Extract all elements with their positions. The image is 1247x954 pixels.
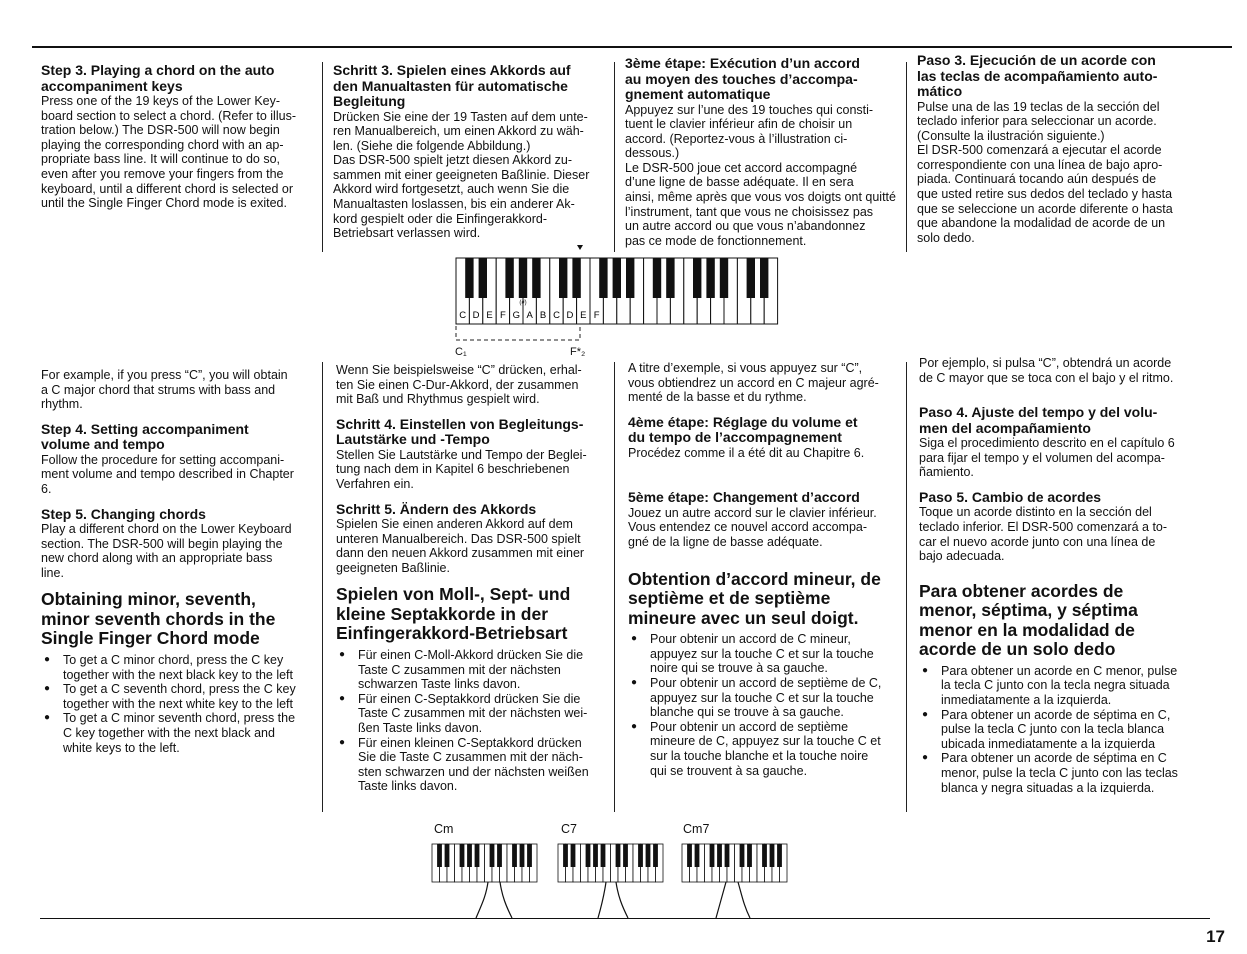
black-key xyxy=(777,844,782,867)
column-divider xyxy=(906,362,907,812)
list-item: ● Para obtener un acorde en C menor, pulse la tecla C junto con la tecla negra situada inmediatamente a la izquierda. xyxy=(919,664,1209,708)
white-key-label: A xyxy=(526,310,533,321)
white-key-label: B xyxy=(539,310,547,321)
column-de-bottom xyxy=(336,363,614,794)
column-fr-bottom xyxy=(628,361,906,778)
column-divider xyxy=(906,62,907,252)
black-key xyxy=(467,844,472,867)
black-key xyxy=(646,844,651,867)
bullet-list-es xyxy=(919,664,1209,795)
black-key xyxy=(760,258,768,298)
black-key xyxy=(653,844,658,867)
black-key xyxy=(653,258,661,298)
list-item: ● Para obtener un acorde de séptima en C menor, pulse la tecla C junto con las teclas blanca y negra situadas a la izquierda. xyxy=(919,751,1209,795)
step5-heading-de: Schritt 5. Ändern des Akkords xyxy=(336,500,537,517)
column-es-top xyxy=(917,53,1207,245)
black-key xyxy=(638,844,643,867)
hand-icon xyxy=(598,882,628,918)
bullet-list-en xyxy=(41,653,323,755)
black-key xyxy=(720,258,728,298)
white-key-label: G xyxy=(512,310,520,321)
black-key xyxy=(512,844,517,867)
black-key xyxy=(571,844,576,867)
step3-text-fr: Appuyez sur l’une des 19 touches qui consti- tuent le clavier inférieur afin de choisir un accord. (Reportez-vous à l’illustration ci- dessous.) Le DSR-500 joue cet accord accompagné d’une ligne de basse adéquate. Il en sera ainsi, même après que vous vos doigts ont quitté l’instrument, tant que vous ne choisissez pas un autre accord ou que vous n’abandonnez pas ce mode de fonctionnement. xyxy=(625,102,896,248)
black-key xyxy=(519,258,527,298)
section-heading-es: Para obtener acordes de menor, séptima, y séptima menor en la modalidad de acorde de un solo dedo xyxy=(919,580,1138,660)
chord-label-cm7: Cm7 xyxy=(683,822,710,836)
white-key-label: C xyxy=(459,310,467,321)
top-rule xyxy=(32,46,1232,48)
bullet-list-fr xyxy=(628,632,906,778)
black-key xyxy=(475,844,480,867)
list-item: ● Für einen C-Moll-Akkord drücken Sie die Taste C zusammen mit der nächsten schwarzen Taste links davon. xyxy=(336,648,614,692)
black-key xyxy=(460,844,465,867)
step3-heading-de: Schritt 3. Spielen eines Akkords auf den Manualtasten für automatische Begleitung xyxy=(333,62,571,109)
step5-text-fr: Jouez un autre accord sur le clavier inférieur. Vous entendez ce nouvel accord accompa- gné de la ligne de basse adéquate. xyxy=(628,505,877,550)
section-heading-en: Obtaining minor, seventh, minor seventh chords in the Single Finger Chord mode xyxy=(41,589,276,649)
black-key xyxy=(520,844,525,867)
step4-text-de: Stellen Sie Lautstärke und Tempo der Beglei- tung nach dem in Kapitel 6 beschriebenen Verfahren ein. xyxy=(336,447,587,491)
white-key-label: D xyxy=(566,310,574,321)
column-divider xyxy=(322,62,323,252)
white-key-label: C xyxy=(553,310,560,321)
hand-icon xyxy=(476,882,512,918)
black-key xyxy=(445,844,450,867)
chord-label-cm: Cm xyxy=(434,822,454,836)
hand-icon xyxy=(716,882,750,918)
list-item: ● Pour obtenir un accord de septième mineure de C, appuyez sur la touche C et sur la touche blanche et la touche noire qui se trouvent à sa gauche. xyxy=(628,720,906,778)
step3-text-en: Press one of the 19 keys of the Lower Key- board section to select a chord. (Refer to illus- tration below.) The DSR-500 will now begin playing the corresponding chord with an ap- propriate bass line. It will continue to do so, even after you remove your fingers from the keyboard, until a different chord is selected or until the Single Finger Chord mode is exited. xyxy=(41,94,296,211)
step5-text-en: Play a different chord on the Lower Keyboard section. The DSR-500 will begin playing the new chord along with an appropriate bass line. xyxy=(41,522,292,580)
black-key xyxy=(706,258,714,298)
chord-illustration-cm7 xyxy=(680,838,792,920)
list-item: ● To get a C minor chord, press the C key together with the next black key to the left xyxy=(41,653,323,682)
step5-heading-es: Paso 5. Cambio de acordes xyxy=(919,488,1102,505)
pointer-arrow xyxy=(577,245,583,250)
black-key xyxy=(599,258,607,298)
step3-heading-es: Paso 3. Ejecución de un acorde con las teclas de acompañamiento auto- mático xyxy=(917,52,1158,99)
list-item: ● To get a C minor seventh chord, press the C key together with the next black and white keys to the left. xyxy=(41,711,323,755)
black-key xyxy=(490,844,495,867)
column-en-bottom xyxy=(41,368,323,755)
step3-heading-en: Step 3. Playing a chord on the auto accompaniment keys xyxy=(41,62,275,94)
step5-text-es: Toque un acorde distinto en la sección del teclado inferior. El DSR-500 comenzará a to- car el nuevo acorde junto con una línea de bajo adecuada. xyxy=(919,505,1168,564)
range-end-label: F*₂ xyxy=(570,346,586,358)
column-divider xyxy=(614,62,615,252)
column-fr-top xyxy=(625,56,903,248)
lower-keyboard-illustration xyxy=(448,242,792,364)
black-key xyxy=(532,258,540,298)
black-key xyxy=(505,258,513,298)
white-key-label: D xyxy=(472,310,480,321)
black-key xyxy=(710,844,715,867)
black-key xyxy=(563,844,568,867)
list-item: ● To get a C seventh chord, press the C key together with the next white key to the left xyxy=(41,682,323,711)
chord-illustration-cm xyxy=(430,838,542,920)
column-de-top xyxy=(333,63,611,241)
black-key-label: (#) xyxy=(519,300,527,306)
black-key xyxy=(740,844,745,867)
example-text-de: Wenn Sie beispielsweise “C” drücken, erhal- ten Sie einen C-Dur-Akkord, der zusammen mit Baß und Rhythmus gespielt wird. xyxy=(336,363,582,407)
section-heading-fr: Obtention d’accord mineur, de septième et de septième mineure avec un seul doigt. xyxy=(628,568,881,628)
step5-heading-fr: 5ème étape: Changement d’accord xyxy=(628,489,860,506)
list-item: ● Para obtener un acorde de séptima en C, pulse la tecla C junto con la tecla blanca ubicada inmediatamente a la izquierda xyxy=(919,708,1209,752)
page-number: 17 xyxy=(1206,927,1225,946)
black-key xyxy=(626,258,634,298)
black-key xyxy=(437,844,442,867)
black-key xyxy=(666,258,674,298)
black-key xyxy=(623,844,628,867)
step3-text-de: Drücken Sie eine der 19 Tasten auf dem unte- ren Manualbereich, um einen Akkord zu wäh- len. (Siehe die folgende Abbildung.) Das DSR-500 spielt jetzt diesen Akkord zu- sammen mit einer geeigneten Baßlinie. Dieser Akkord wird fortgesetzt, auch wenn Sie die Manualtasten loslassen, bis ein anderer Ak- kord gespielt oder die Einfingerakkord- Betriebsart verlassen wird. xyxy=(333,109,590,241)
step4-heading-fr: 4ème étape: Réglage du volume et du tempo de l’accompagnement xyxy=(628,413,858,446)
step3-heading-fr: 3ème étape: Exécution d’un accord au moyen des touches d’accompa- gnement automatique xyxy=(625,55,860,102)
black-key xyxy=(693,258,701,298)
section-heading-de: Spielen von Moll-, Sept- und kleine Septakkorde in der Einfingerakkord-Betriebsart xyxy=(336,584,571,644)
black-key xyxy=(725,844,730,867)
step4-heading-es: Paso 4. Ajuste del tempo y del volu- men del acompañamiento xyxy=(919,404,1158,436)
column-divider xyxy=(614,362,615,812)
step4-text-en: Follow the procedure for setting accompani- ment volume and tempo described in Chapter 6. xyxy=(41,452,294,496)
black-key xyxy=(717,844,722,867)
black-key xyxy=(586,844,591,867)
step4-text-es: Siga el procedimiento descrito en el capítulo 6 para fijar el tempo y el volumen del acompa- ñamiento. xyxy=(919,436,1175,480)
black-key xyxy=(465,258,473,298)
black-key xyxy=(593,844,598,867)
chord-label-c7: C7 xyxy=(561,822,577,836)
black-key xyxy=(747,258,755,298)
black-key xyxy=(695,844,700,867)
list-item: ● Pour obtenir un accord de septième de C, appuyez sur la touche C et sur la touche blanche qui se trouve à sa gauche. xyxy=(628,676,906,720)
step3-text-es: Pulse una de las 19 teclas de la sección del teclado inferior para seleccionar un acorde. (Consulte la ilustración siguiente.) El DSR-500 comenzará a ejecutar el acorde correspondiente con una línea de bajo apro- piada. Continuará tocando aún después de que usted retire sus dedos del teclado y hasta que se seleccione un acorde diferente o hasta que abandone la modalidad de acorde de un solo dedo. xyxy=(917,99,1173,245)
list-item: ● Für einen C-Septakkord drücken Sie die Taste C zusammen mit der nächsten wei- ßen Taste links davon. xyxy=(336,692,614,736)
column-es-bottom xyxy=(919,356,1209,795)
black-key xyxy=(613,258,621,298)
example-text-en: For example, if you press “C”, you will obtain a C major chord that strums with bass and rhythm. xyxy=(41,368,288,412)
chord-illustration-c7 xyxy=(556,838,668,920)
list-item: ● Pour obtenir un accord de C mineur, appuyez sur la touche C et sur la touche noire qui se trouve à sa gauche. xyxy=(628,632,906,676)
example-text-fr: A titre d’exemple, si vous appuyez sur “C”, vous obtiendrez un accord en C majeur agré- menté de la basse et du rythme. xyxy=(628,361,879,405)
black-key xyxy=(527,844,532,867)
black-key xyxy=(559,258,567,298)
bullet-list-de xyxy=(336,648,614,794)
list-item: ● Für einen kleinen C-Septakkord drücken Sie die Taste C zusammen mit der näch- sten schwarzen und der nächsten weißen Taste links davon. xyxy=(336,736,614,794)
example-text-es: Por ejemplo, si pulsa “C”, obtendrá un acorde de C mayor que se toca con el bajo y el ritmo. xyxy=(919,356,1174,385)
step4-heading-en: Step 4. Setting accompaniment volume and tempo xyxy=(41,420,249,453)
step5-heading-en: Step 5. Changing chords xyxy=(41,505,206,522)
column-en-top xyxy=(41,63,319,211)
white-key-label: E xyxy=(580,310,587,321)
white-key-label: E xyxy=(486,310,493,321)
black-key xyxy=(687,844,692,867)
step4-heading-de: Schritt 4. Einstellen von Begleitungs- Lautstärke und -Tempo xyxy=(336,415,584,448)
black-key xyxy=(770,844,775,867)
black-key xyxy=(479,258,487,298)
black-key xyxy=(616,844,621,867)
range-start-label: C₁ xyxy=(455,346,467,358)
black-key xyxy=(572,258,580,298)
black-key xyxy=(762,844,767,867)
black-key xyxy=(747,844,752,867)
white-key-label: F xyxy=(593,310,600,321)
step5-text-de: Spielen Sie einen anderen Akkord auf dem unteren Manualbereich. Das DSR-500 spielt dann den neuen Akkord zusammen mit einer geeigneten Baßlinie. xyxy=(336,517,585,575)
black-key xyxy=(497,844,502,867)
step4-text-fr: Procédez comme il a été dit au Chapitre 6. xyxy=(628,445,865,460)
black-key xyxy=(601,844,606,867)
range-bracket xyxy=(456,326,580,340)
white-key-label: F xyxy=(499,310,506,321)
